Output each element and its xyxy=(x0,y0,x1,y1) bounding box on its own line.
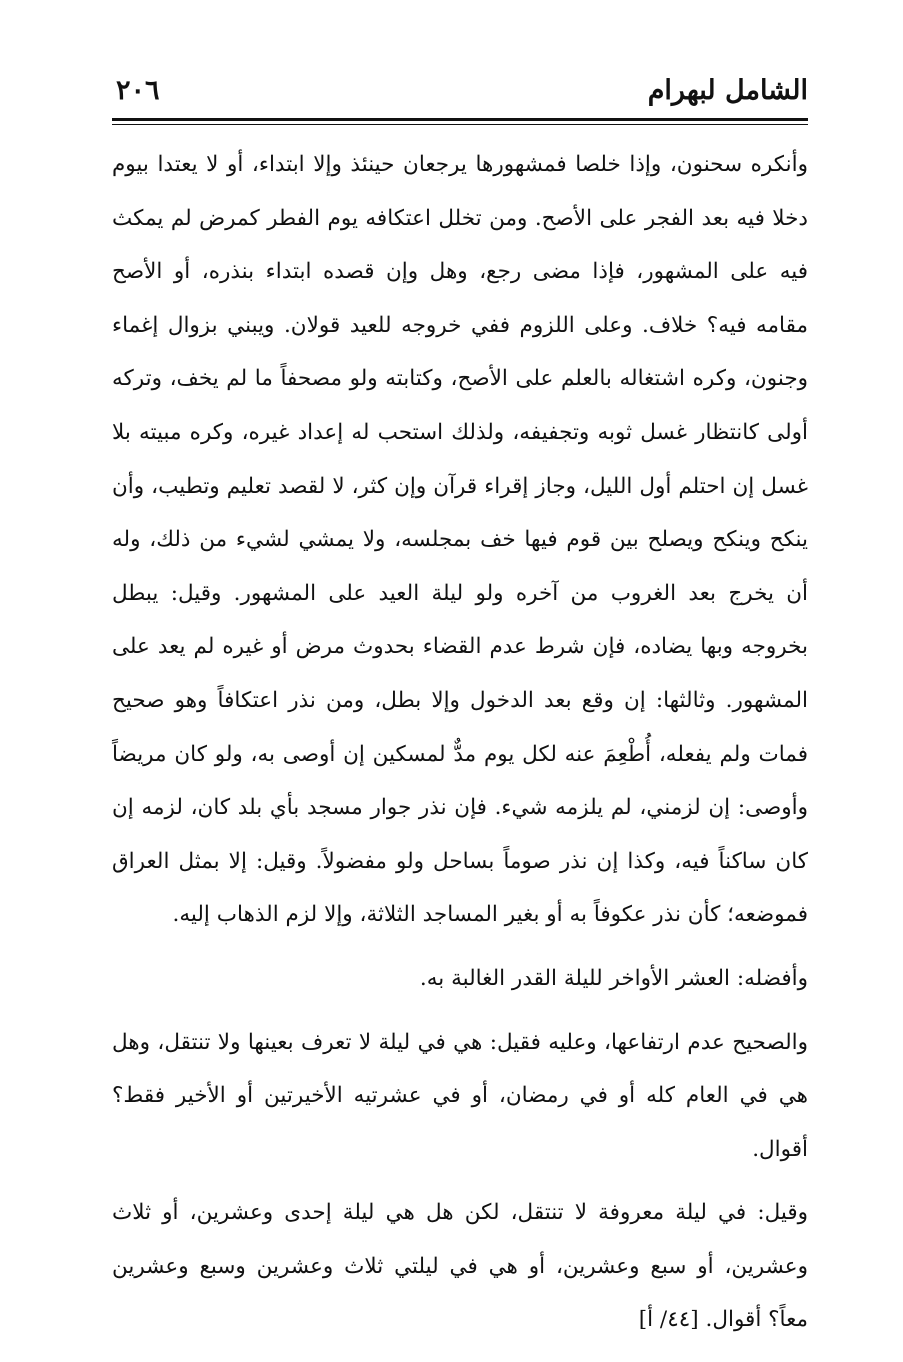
header-rule-thin xyxy=(112,124,808,125)
paragraph: وأنكره سحنون، وإذا خلصا فمشهورها يرجعان حينئذ وإلا ابتداء، أو لا يعتدا بيوم دخلا فيه بعد الفجر على الأصح. ومن تخلل اعتكافه يوم الفطر كمرض لم يمكث فيه على المشهور، فإذا مضى رجع، وهل وإن قصده ابتداء بنذره، أو الأصح مقامه فيه؟ خلاف. وعلى اللزوم ففي خروجه للعيد قولان. ويبني بزوال إغماء وجنون، وكره اشتغاله بالعلم على الأصح، وكتابته ولو مصحفاً ما لم يخف، وتركه أولى كانتظار غسل ثوبه وتجفيفه، ولذلك استحب له إعداد غيره، وكره مبيته بلا غسل إن احتلم أول الليل، وجاز إقراء قرآن وإن كثر، لا لقصد تعليم وتطيب، وأن ينكح وينكح ويصلح بين قوم فيها خف بمجلسه، ولا يمشي لشيء من ذلك، وله أن يخرج بعد الغروب من آخره ولو ليلة العيد على المشهور. وقيل: يبطل بخروجه وبها يضاده، فإن شرط عدم القضاء بحدوث مرض أو غيره لم يعد على المشهور. وثالثها: إن وقع بعد الدخول وإلا بطل، ومن نذر اعتكافاً وهو صحيح فمات ولم يفعله، أُطْعِمَ عنه لكل يوم مدٌّ لمسكين إن أوصى به، ولو كان مريضاً وأوصى: إن لزمني، لم يلزمه شيء. فإن نذر جوار مسجد بأي بلد كان، لزمه إن كان ساكناً فيه، وكذا إن نذر صوماً بساحل ولو مفضولاً. وقيل: إلا بمثل العراق فموضعه؛ كأن نذر عكوفاً به أو بغير المساجد الثلاثة، وإلا لزم الذهاب إليه. xyxy=(112,152,808,928)
body-text xyxy=(112,138,808,1347)
paragraph: وقيل: في ليلة معروفة لا تنتقل، لكن هل هي ليلة إحدى وعشرين، أو ثلاث وعشرين، أو سبع وعشرين، أو هي في ليلتي ثلاث وعشرين وسبع وعشرين معاً؟ أقوال. [٤٤/ أ] xyxy=(112,1200,808,1333)
page-header xyxy=(112,70,808,112)
header-rule-thick xyxy=(112,118,808,121)
running-title: الشامل لبهرام xyxy=(647,75,808,106)
paragraph: والصحيح عدم ارتفاعها، وعليه فقيل: هي في ليلة لا تعرف بعينها ولا تنتقل، وهل هي في العام كله أو في رمضان، أو في عشرتيه الأخيرتين أو الأخير فقط؟ أقوال. xyxy=(112,1029,808,1162)
paragraph: وأفضله: العشر الأواخر لليلة القدر الغالبة به. xyxy=(419,965,808,991)
page-number: ٢٠٦ xyxy=(116,75,160,106)
